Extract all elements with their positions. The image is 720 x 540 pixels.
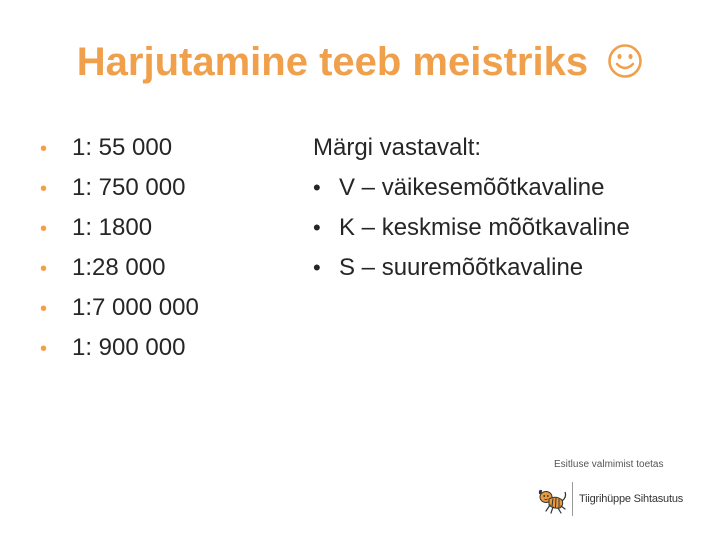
sponsor-name: Tiigrihüppe Sihtasutus: [579, 493, 684, 505]
list-item: [313, 168, 630, 208]
sponsor-caption: Esitluse valmimist toetas: [554, 459, 664, 470]
list-item: [40, 248, 199, 288]
slide-title-text: Harjutamine teeb meistriks: [76, 40, 589, 84]
list-item: [40, 208, 199, 248]
scale-value: 1: 1800: [72, 214, 153, 241]
bullet-icon: •: [40, 178, 48, 200]
scale-value: 1:28 000: [72, 254, 166, 281]
list-item: [313, 248, 630, 288]
instruction-text: V – väikesemõõtkavaline: [339, 174, 605, 201]
bullet-icon: •: [313, 215, 321, 240]
instruction-text: S – suuremõõtkavaline: [339, 254, 584, 281]
scale-list: [40, 128, 199, 368]
instruction-text: K – keskmise mõõtkavaline: [339, 214, 630, 241]
scale-value: 1: 750 000: [72, 174, 186, 201]
bullet-icon: •: [40, 218, 48, 240]
instructions-block: [313, 128, 630, 288]
list-item: [40, 328, 199, 368]
list-item: [40, 128, 199, 168]
bullet-icon: •: [40, 258, 48, 280]
slide-title: [0, 40, 720, 89]
smiley-face-icon: [607, 43, 643, 89]
bullet-icon: •: [40, 338, 48, 360]
scale-value: 1: 55 000: [72, 134, 173, 161]
bullet-icon: •: [40, 138, 48, 160]
logo-divider: [572, 482, 573, 516]
tiger-logo-icon: [536, 484, 568, 521]
bullet-icon: •: [313, 175, 321, 200]
bullet-icon: •: [313, 255, 321, 280]
scale-value: 1:7 000 000: [72, 294, 199, 321]
sponsor-logo-block: [536, 480, 696, 520]
list-item: [40, 168, 199, 208]
list-item: [313, 208, 630, 248]
bullet-icon: •: [40, 298, 48, 320]
instructions-list: [313, 168, 630, 288]
instructions-heading: Märgi vastavalt:: [313, 134, 482, 161]
scale-value: 1: 900 000: [72, 334, 186, 361]
list-item: [40, 288, 199, 328]
